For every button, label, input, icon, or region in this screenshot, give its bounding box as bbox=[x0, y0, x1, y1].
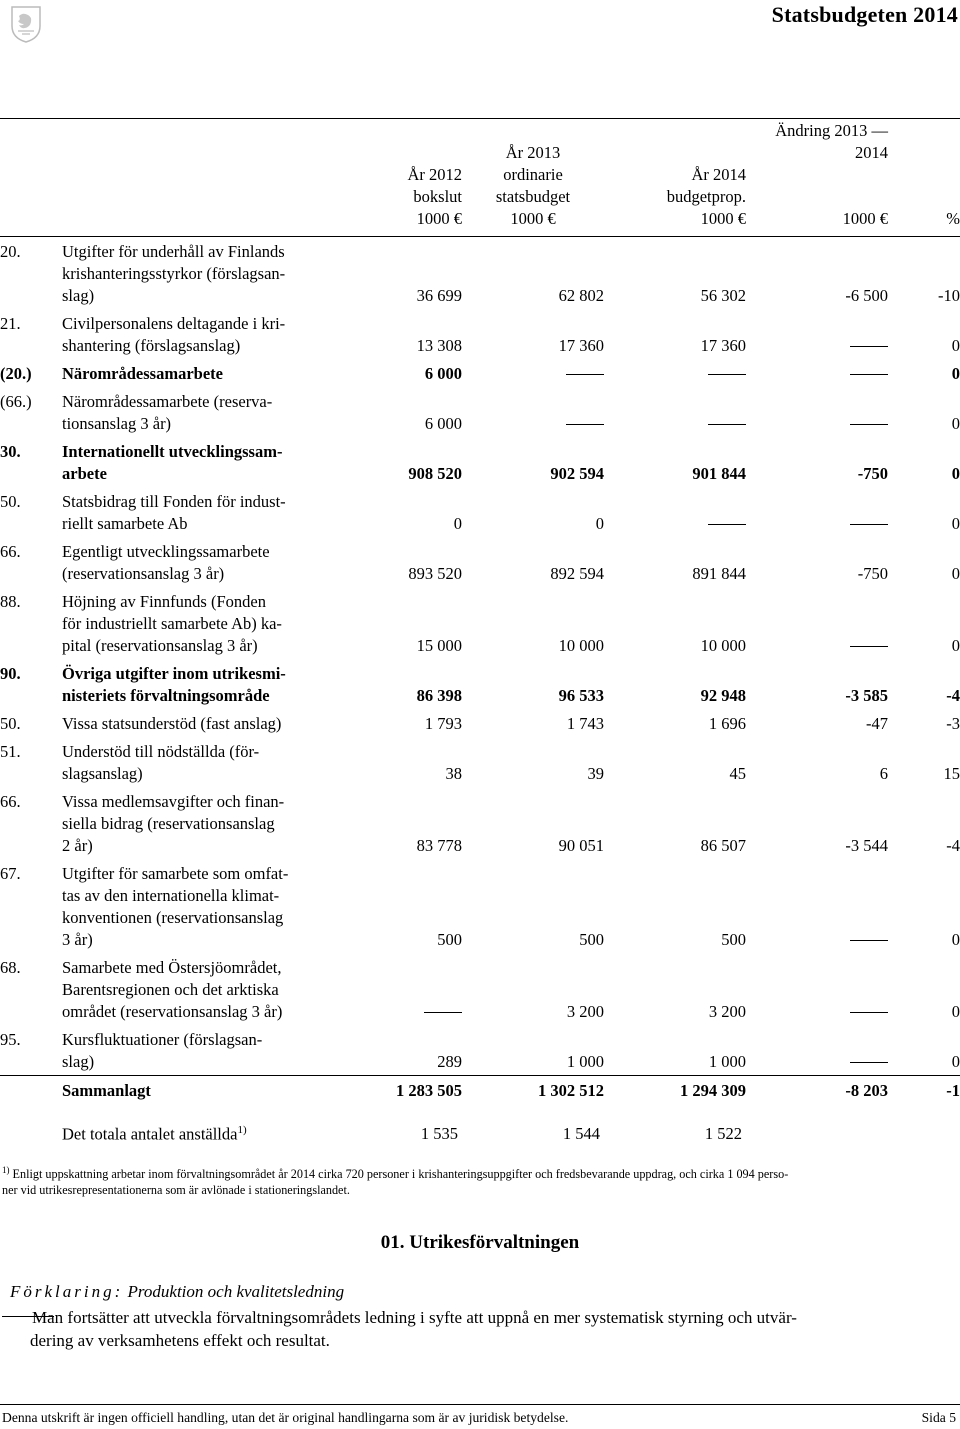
item-description: Statsbidrag till Fonden för indust- riellt samarbete Ab bbox=[62, 492, 286, 533]
explanation-heading: Förklaring: Produktion och kvalitetsledning bbox=[10, 1282, 345, 1301]
item-value: 17 360 bbox=[558, 336, 604, 355]
item-value bbox=[316, 954, 462, 1026]
item-value bbox=[746, 310, 888, 360]
dash-mark bbox=[708, 424, 746, 425]
item-description: Vissa medlemsavgifter och finan- siella bidrag (reservationsanslag 2 år) bbox=[62, 792, 285, 855]
item-value: -750 bbox=[857, 464, 888, 483]
dash-mark bbox=[850, 1012, 888, 1013]
header-spacer bbox=[62, 120, 316, 238]
item-description: Närområdessamarbete bbox=[62, 364, 223, 383]
item-value: -4 bbox=[946, 836, 960, 855]
item-value: 62 802 bbox=[558, 286, 604, 305]
item-description: Utgifter för underhåll av Finlands krishanteringsstyrkor (förslagsan- slag) bbox=[62, 242, 286, 305]
item-value: 36 699 bbox=[416, 286, 462, 305]
item-description: Närområdessamarbete (reserva- tionsanslag 3 år) bbox=[62, 392, 273, 433]
table-row bbox=[0, 660, 960, 710]
item-value: 15 bbox=[943, 764, 960, 783]
item-description: Höjning av Finnfunds (Fonden för industriellt samarbete Ab) ka- pital (reservationsanslag 3 år) bbox=[62, 592, 282, 655]
item-value bbox=[604, 488, 746, 538]
item-value: 0 bbox=[951, 414, 960, 433]
item-number: 67. bbox=[0, 864, 21, 883]
item-value: 0 bbox=[951, 930, 960, 949]
column-header: % bbox=[946, 209, 960, 228]
item-value: 17 360 bbox=[700, 336, 746, 355]
dash-mark bbox=[850, 524, 888, 525]
item-value: 289 bbox=[437, 1052, 462, 1071]
item-value: -3 bbox=[946, 714, 960, 733]
item-value: -6 500 bbox=[845, 286, 888, 305]
page-number: Sida 5 bbox=[921, 1410, 956, 1425]
item-description: Samarbete med Östersjöområdet, Barentsregionen och det arktiska området (reservationsanslag 3 år) bbox=[62, 958, 283, 1021]
table-row bbox=[0, 860, 960, 954]
item-value: 96 533 bbox=[558, 686, 604, 705]
column-header: År 2014 budgetprop. 1000 € bbox=[666, 165, 746, 228]
item-value: 0 bbox=[951, 636, 960, 655]
item-value: 1 000 bbox=[708, 1052, 746, 1071]
item-value: 1 000 bbox=[566, 1052, 604, 1071]
item-number: 50. bbox=[0, 492, 21, 511]
item-number: 50. bbox=[0, 714, 21, 733]
item-value: 500 bbox=[437, 930, 462, 949]
staff-2012: 1 535 bbox=[420, 1124, 458, 1143]
item-number: 30. bbox=[0, 442, 21, 461]
item-value: 13 308 bbox=[416, 336, 462, 355]
item-value: 3 200 bbox=[708, 1002, 746, 1021]
item-value: 92 948 bbox=[700, 686, 746, 705]
item-value: 1 743 bbox=[566, 714, 604, 733]
header-rule bbox=[0, 118, 960, 119]
item-value: 892 594 bbox=[550, 564, 604, 583]
footer-rule bbox=[0, 1404, 960, 1405]
item-description: Egentligt utvecklingssamarbete (reservationsanslag 3 år) bbox=[62, 542, 270, 583]
item-value: 6 bbox=[879, 764, 888, 783]
column-header: År 2013 ordinarie statsbudget 1000 € bbox=[495, 143, 571, 228]
item-description: Understöd till nödställda (för- slagsanslag) bbox=[62, 742, 260, 783]
item-value: 1 696 bbox=[708, 714, 746, 733]
item-number: 20. bbox=[0, 242, 21, 261]
total-value: 1 302 512 bbox=[538, 1081, 604, 1100]
item-number: 90. bbox=[0, 664, 21, 683]
item-value: -4 bbox=[946, 686, 960, 705]
dash-mark bbox=[850, 346, 888, 347]
footer-disclaimer: Denna utskrift är ingen officiell handling, utan det är original handlingarna som är av juridisk betydelse. bbox=[2, 1410, 569, 1425]
dash-mark bbox=[708, 374, 746, 375]
item-number: (66.) bbox=[0, 392, 32, 411]
document-title: Statsbudgeten 2014 bbox=[771, 2, 958, 27]
item-description: Internationellt utvecklingssam- arbete bbox=[62, 442, 283, 483]
item-value: 15 000 bbox=[416, 636, 462, 655]
item-value: -10 bbox=[938, 286, 960, 305]
item-value: 3 200 bbox=[566, 1002, 604, 1021]
item-value bbox=[746, 488, 888, 538]
dash-mark bbox=[850, 1062, 888, 1063]
item-value bbox=[604, 388, 746, 438]
item-value: 0 bbox=[951, 564, 960, 583]
table-row bbox=[0, 360, 960, 388]
item-value: 901 844 bbox=[692, 464, 746, 483]
dash-mark bbox=[566, 374, 604, 375]
item-value: 908 520 bbox=[408, 464, 462, 483]
column-header: Ändring 2013 — 2014 1000 € bbox=[775, 121, 888, 228]
table-row bbox=[0, 588, 960, 660]
total-row bbox=[0, 1076, 960, 1106]
table-row bbox=[0, 310, 960, 360]
item-value bbox=[746, 360, 888, 388]
item-value: 38 bbox=[445, 764, 462, 783]
item-value: 891 844 bbox=[692, 564, 746, 583]
item-value bbox=[746, 860, 888, 954]
item-number: 51. bbox=[0, 742, 21, 761]
finnish-lion-crest-icon bbox=[6, 4, 46, 44]
item-value bbox=[746, 1026, 888, 1076]
item-description: Övriga utgifter inom utrikesmi- nisteriets förvaltningsområde bbox=[62, 664, 286, 705]
item-value bbox=[604, 360, 746, 388]
item-value: -3 544 bbox=[845, 836, 888, 855]
dash-mark bbox=[850, 940, 888, 941]
dash-mark bbox=[424, 1012, 462, 1013]
item-value: 500 bbox=[579, 930, 604, 949]
item-value: 86 398 bbox=[416, 686, 462, 705]
item-value: 1 793 bbox=[424, 714, 462, 733]
item-description: Kursfluktuationer (förslagsan- slag) bbox=[62, 1030, 263, 1071]
item-value bbox=[746, 588, 888, 660]
item-value: 6 000 bbox=[424, 364, 462, 383]
table-row bbox=[0, 438, 960, 488]
column-header-row bbox=[0, 120, 960, 238]
table-row bbox=[0, 710, 960, 738]
item-number: (20.) bbox=[0, 364, 32, 383]
item-value: 902 594 bbox=[550, 464, 604, 483]
item-description: Vissa statsunderstöd (fast anslag) bbox=[62, 714, 282, 733]
item-value bbox=[462, 360, 604, 388]
table-row bbox=[0, 1026, 960, 1076]
item-value: -750 bbox=[857, 564, 888, 583]
footnote: $^{1)}$ Enligt uppskattning arbetar inom förvaltningsområdet år 2014 cirka 720 personer i krishanteringsuppgifter och fredsbevarande uppdrag, och cirka 1 094 perso- ner vid utrikesrepresentationerna som är avlönade i stationeringslandet. bbox=[2, 1165, 789, 1198]
column-header: År 2012 bokslut 1000 € bbox=[407, 165, 462, 228]
item-value: 0 bbox=[595, 514, 604, 533]
table-row bbox=[0, 538, 960, 588]
item-value: 39 bbox=[587, 764, 604, 783]
item-value: 0 bbox=[951, 514, 960, 533]
explanation-bullet: Man fortsätter att utveckla förvaltningsområdets ledning i syfte att uppnå en mer systematisk styrning och utvär- dering av verksamhetens effekt och resultat. bbox=[30, 1308, 797, 1350]
dash-mark bbox=[708, 524, 746, 525]
item-value: -3 585 bbox=[845, 686, 888, 705]
item-value: 83 778 bbox=[416, 836, 462, 855]
total-spacer bbox=[0, 1076, 62, 1106]
item-value bbox=[462, 388, 604, 438]
dash-mark bbox=[850, 374, 888, 375]
total-value: -1 bbox=[946, 1081, 960, 1100]
section-title: 01. Utrikesförvaltningen bbox=[380, 1232, 580, 1253]
table-row bbox=[0, 388, 960, 438]
item-value: -47 bbox=[866, 714, 888, 733]
total-rule bbox=[0, 1075, 960, 1076]
item-number: 88. bbox=[0, 592, 21, 611]
item-value: 0 bbox=[951, 364, 960, 383]
total-value: 1 283 505 bbox=[396, 1081, 462, 1100]
budget-table bbox=[0, 120, 960, 1106]
dash-mark bbox=[850, 424, 888, 425]
item-number: 66. bbox=[0, 542, 21, 561]
item-value: 45 bbox=[729, 764, 746, 783]
item-value: 0 bbox=[453, 514, 462, 533]
item-value: 10 000 bbox=[700, 636, 746, 655]
staff-label: Det totala antalet anställda$^{1)}$ bbox=[62, 1124, 247, 1144]
item-value bbox=[746, 954, 888, 1026]
table-row bbox=[0, 954, 960, 1026]
total-value: -8 203 bbox=[845, 1081, 888, 1100]
item-value: 0 bbox=[951, 464, 960, 483]
item-value: 6 000 bbox=[424, 414, 462, 433]
item-value: 86 507 bbox=[700, 836, 746, 855]
item-value: 500 bbox=[721, 930, 746, 949]
item-description: Utgifter för samarbete som omfat- tas av den internationella klimat- konventionen (reservationsanslag 3 år) bbox=[62, 864, 289, 949]
table-row bbox=[0, 788, 960, 860]
item-value: 893 520 bbox=[408, 564, 462, 583]
table-row bbox=[0, 238, 960, 310]
item-value: 0 bbox=[951, 336, 960, 355]
total-value: 1 294 309 bbox=[680, 1081, 746, 1100]
item-value bbox=[746, 388, 888, 438]
item-number: 21. bbox=[0, 314, 21, 333]
item-number: 95. bbox=[0, 1030, 21, 1049]
table-row bbox=[0, 488, 960, 538]
staff-2014: 1 522 bbox=[704, 1124, 742, 1143]
item-value: 0 bbox=[951, 1002, 960, 1021]
item-number: 66. bbox=[0, 792, 21, 811]
table-row bbox=[0, 738, 960, 788]
item-value: 56 302 bbox=[700, 286, 746, 305]
dash-mark bbox=[566, 424, 604, 425]
item-number: 68. bbox=[0, 958, 21, 977]
total-label: Sammanlagt bbox=[62, 1081, 151, 1100]
staff-2013: 1 544 bbox=[562, 1124, 600, 1143]
item-value: 90 051 bbox=[558, 836, 604, 855]
item-description: Civilpersonalens deltagande i kri- shantering (förslagsanslag) bbox=[62, 314, 286, 355]
item-value: 0 bbox=[951, 1052, 960, 1071]
item-value: 10 000 bbox=[558, 636, 604, 655]
dash-mark bbox=[850, 646, 888, 647]
header-spacer bbox=[0, 120, 62, 238]
